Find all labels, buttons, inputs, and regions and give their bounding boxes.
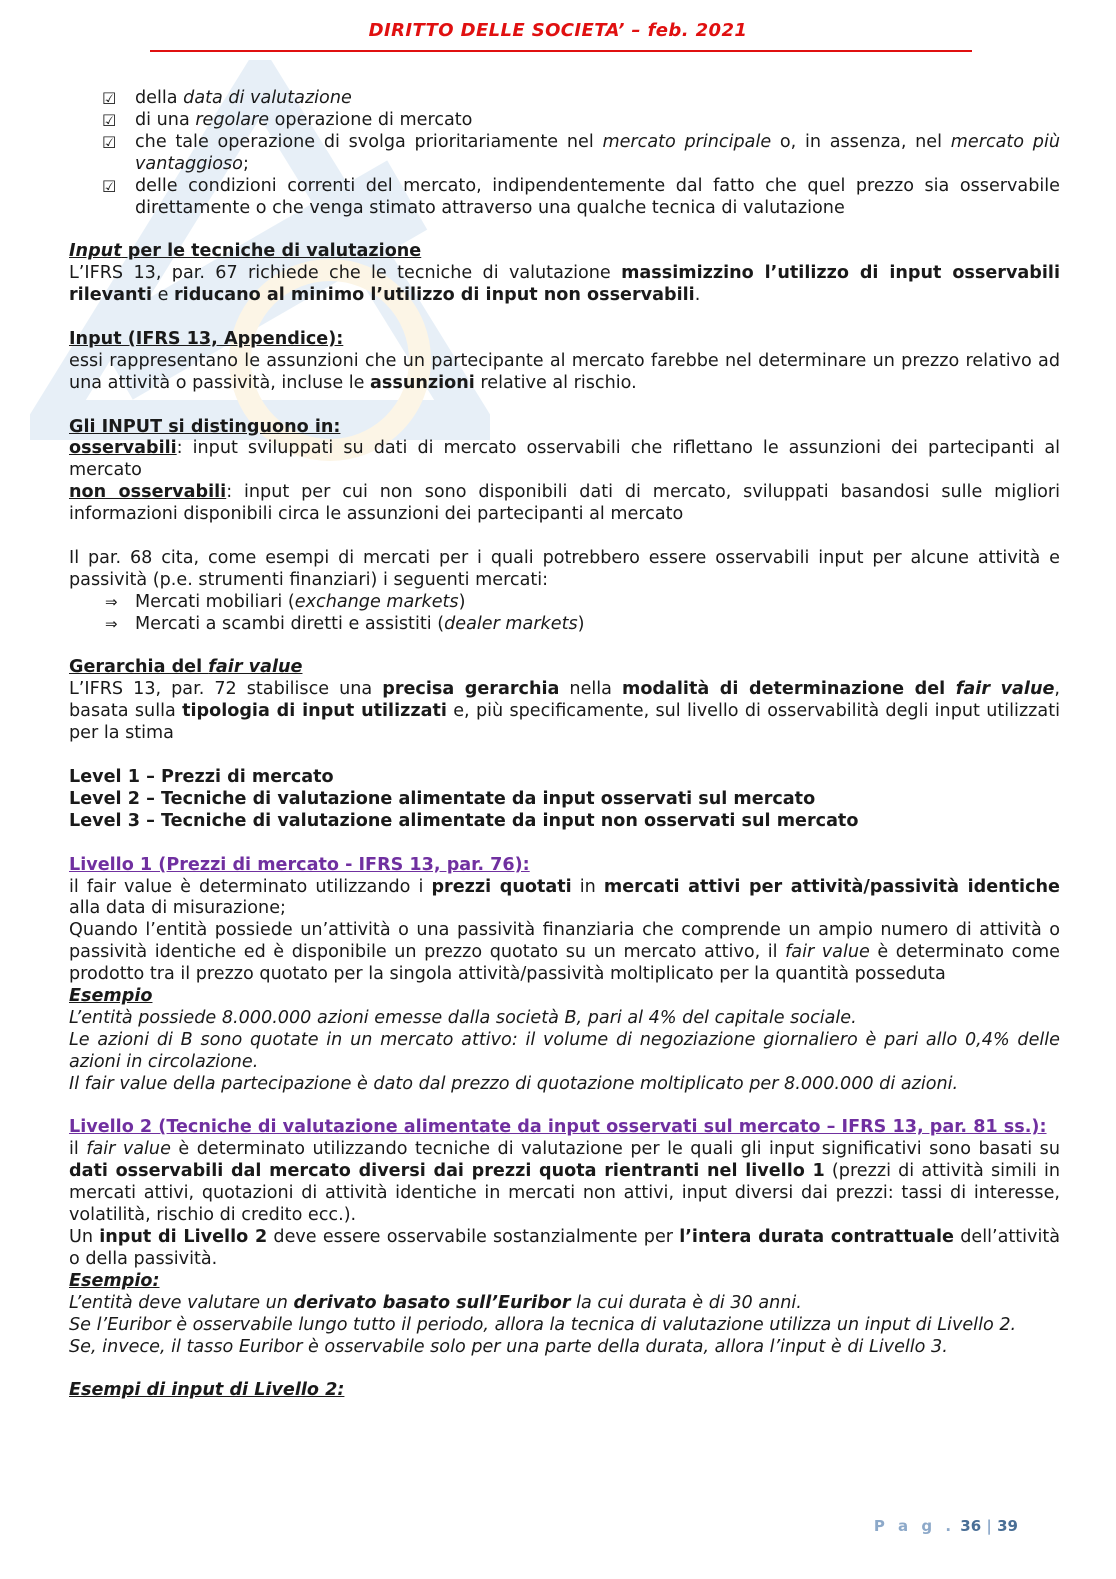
section-heading-level2: Livello 2 (Tecniche di valutazione alimentate da input osservati sul mercato – IFRS 13, par. 81 ss.): — [69, 1117, 1047, 1138]
document-header-title: DIRITTO DELLE SOCIETA’ – feb. 2021 — [368, 20, 748, 41]
checklist — [69, 88, 1060, 219]
paragraph-level2-duration: Un input di Livello 2 deve essere osservabile sostanzialmente per l’intera durata contrattuale dell’attività o della passività. — [69, 1227, 1061, 1269]
checkbox-checked-icon: ☑ — [102, 89, 117, 108]
section-heading-level2-examples: Esempi di input di Livello 2: — [69, 1380, 345, 1401]
header-divider — [150, 50, 972, 52]
checkbox-checked-icon: ☑ — [102, 176, 117, 196]
section-heading-input-types: Gli INPUT si distinguono in: — [69, 416, 341, 437]
document-body — [69, 88, 1060, 1402]
checklist-item: ☑ di una regolare operazione di mercato — [102, 109, 473, 130]
example-heading: Esempio — [69, 986, 153, 1007]
section-heading-input: Input per le tecniche di valutazione — [69, 241, 422, 262]
paragraph-non-observable: non osservabili: input per cui non sono disponibili dati di mercato, sviluppati basandosi sulle migliori informazioni disponibili circa le assunzioni dei partecipanti al mercato — [69, 482, 1060, 525]
level-line: Level 3 – Tecniche di valutazione alimentate da input non osservati sul mercato — [69, 810, 859, 831]
example-line: L’entità possiede 8.000.000 azioni emesse dalla società B, pari al 4% del capitale sociale. — [69, 1007, 857, 1028]
paragraph-level2: il fair value è determinato utilizzando tecniche di valutazione per le quali gli input significativi sono basati su dati osservabili dal mercato diversi dai prezzi quota rientranti nel livello 1 (prezzi di attività simili in mercati attivi, quotazioni di attività identiche in mercati non attivi, input diversi dai prezzi: tassi di interesse, volatilità, rischio di credito ecc.). — [69, 1139, 1060, 1226]
section-heading-hierarchy: Gerarchia del fair value — [69, 657, 303, 678]
paragraph-appendix: essi rappresentano le assunzioni che un partecipante al mercato farebbe nel determinare un prezzo relativo ad una attività o passività, incluse le assunzioni relative al rischio. — [69, 350, 1060, 393]
section-heading-appendix: Input (IFRS 13, Appendice): — [69, 328, 344, 349]
paragraph-level1-quantity: Quando l’entità possiede un’attività o una passività finanziaria che comprende un ampio numero di attività o passività identiche ed è disponibile un prezzo quotato su un mercato attivo, il fair value è determinato come prodotto tra il prezzo quotato per la singola attività/passività moltiplicato per la quantità posseduta — [69, 920, 1060, 985]
example-line: L’entità deve valutare un derivato basato sull’Euribor la cui durata è di 30 anni. — [69, 1292, 802, 1313]
list-item: ⇒ Mercati a scambi diretti e assistiti (dealer markets) — [105, 613, 585, 634]
checklist-item: ☑ della data di valutazione — [102, 88, 352, 108]
checkbox-checked-icon: ☑ — [102, 132, 117, 152]
level-line: Level 1 – Prezzi di mercato — [69, 767, 334, 787]
example-line: Il fair value della partecipazione è dato dal prezzo di quotazione moltiplicato per 8.000.000 di azioni. — [69, 1073, 959, 1094]
paragraph-hierarchy: L’IFRS 13, par. 72 stabilisce una precisa gerarchia nella modalità di determinazione del fair value, basata sulla tipologia di input utilizzati e, più specificamente, sul livello di osservabilità degli input utilizzati per la stima — [69, 679, 1060, 744]
checklist-item: ☑ delle condizioni correnti del mercato, indipendentemente dal fatto che quel prezzo sia osservabile direttamente o che venga stimato attraverso una qualche tecnica di valutazione — [102, 175, 1060, 218]
section-heading-level1: Livello 1 (Prezzi di mercato - IFRS 13, par. 76): — [69, 854, 530, 875]
example-heading: Esempio: — [69, 1270, 160, 1291]
arrow-right-icon: ⇒ — [105, 614, 118, 633]
paragraph-level1: il fair value è determinato utilizzando i prezzi quotati in mercati attivi per attività/passività identiche alla data di misurazione; — [69, 876, 1060, 919]
arrow-right-icon: ⇒ — [105, 592, 118, 611]
page-number: P a g . 36 | 39 — [873, 1517, 1018, 1535]
paragraph-par68: Il par. 68 cita, come esempi di mercati per i quali potrebbero essere osservabili input per alcune attività e passività (p.e. strumenti finanziari) i seguenti mercati: — [69, 547, 1060, 590]
example-line: Se l’Euribor è osservabile lungo tutto il periodo, allora la tecnica di valutazione utilizza un input di Livello 2. — [69, 1314, 1017, 1335]
list-item: ⇒ Mercati mobiliari (exchange markets) — [105, 591, 466, 612]
example-line: Le azioni di B sono quotate in un mercato attivo: il volume di negoziazione giornaliero è pari allo 0,4% delle azioni in circolazione. — [69, 1029, 1060, 1072]
paragraph-input: L’IFRS 13, par. 67 richiede che le tecniche di valutazione massimizzino l’utilizzo di input osservabili rilevanti e riducano al minimo l’utilizzo di input non osservabili. — [69, 263, 1060, 306]
level-line: Level 2 – Tecniche di valutazione alimentate da input osservati sul mercato — [69, 788, 816, 809]
checklist-item: ☑ che tale operazione di svolga prioritariamente nel mercato principale o, in assenza, nel mercato più vantaggioso; — [102, 131, 1060, 174]
checkbox-checked-icon: ☑ — [102, 110, 117, 130]
example-line: Se, invece, il tasso Euribor è osservabile solo per una parte della durata, allora l’input è di Livello 3. — [69, 1336, 948, 1357]
market-list — [69, 592, 1060, 636]
paragraph-observable: osservabili: input sviluppati su dati di mercato osservabili che riflettano le assunzioni dei partecipanti al mercato — [69, 438, 1060, 481]
